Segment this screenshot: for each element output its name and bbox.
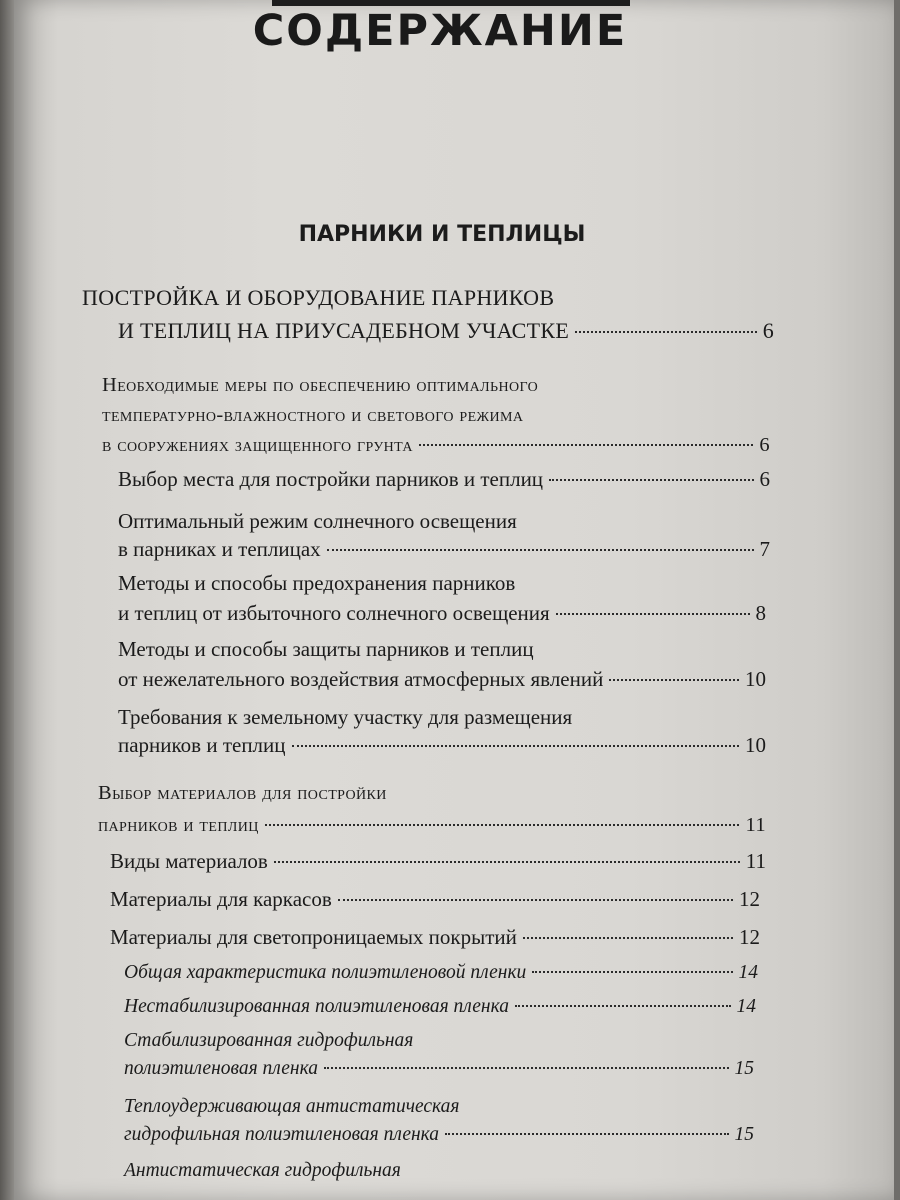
toc-entry: [118, 600, 766, 626]
toc-entry: [124, 1056, 754, 1082]
leader-dots: [532, 971, 732, 973]
toc-entry-text: Антистатическая гидрофильная: [124, 1160, 401, 1181]
toc-page-number: 12: [739, 925, 760, 949]
leader-dots: [549, 479, 753, 481]
toc-page-number: 10: [745, 667, 766, 691]
section-heading: ПАРНИКИ И ТЕПЛИЦЫ: [298, 222, 586, 247]
toc-entry: [124, 1122, 754, 1148]
leader-dots: [609, 679, 739, 681]
toc-entry-text: ПОСТРОЙКА И ОБОРУДОВАНИЕ ПАРНИКОВ: [82, 285, 555, 310]
toc-page-number: 8: [755, 601, 766, 625]
leader-dots: [556, 613, 750, 615]
toc-entry-text: температурно-влажностного и светового режима: [102, 404, 524, 426]
page-title: СОДЕРЖАНИЕ: [252, 6, 628, 56]
toc-entry: [118, 732, 766, 758]
leader-dots: [445, 1133, 728, 1135]
book-page: [14, 0, 894, 1200]
toc-entry: [118, 318, 774, 344]
toc-entry-text: полиэтиленовая пленка: [124, 1058, 318, 1079]
leader-dots: [515, 1005, 731, 1007]
toc-entry-text: Виды материалов: [110, 849, 268, 873]
toc-entry: [102, 432, 770, 458]
toc-page-number: 7: [759, 537, 770, 561]
leader-dots: [292, 745, 739, 747]
toc-page-number: 6: [759, 467, 770, 491]
toc-entry-text: Методы и способы защиты парников и теплиц: [118, 637, 534, 661]
toc-entry-text: Стабилизированная гидрофильная: [124, 1030, 414, 1051]
toc-entry-text: в парниках и теплицах: [118, 537, 321, 561]
toc-entry: [110, 924, 760, 950]
toc-entry-text: Требования к земельному участку для размещения: [118, 705, 573, 729]
toc-entry-text: парников и теплиц: [98, 814, 259, 836]
toc-entry: [124, 960, 758, 986]
toc-entry: [118, 466, 770, 492]
toc-entry-text: Методы и способы предохранения парников: [118, 571, 516, 595]
toc-entry-text: Оптимальный режим солнечного освещения: [118, 509, 517, 533]
toc-entry-text: гидрофильная полиэтиленовая пленка: [124, 1124, 440, 1145]
toc-entry: [110, 848, 766, 874]
toc-page-number: 12: [739, 887, 760, 911]
toc-entry: [98, 812, 766, 838]
toc-page-number: 14: [738, 962, 758, 983]
book-spine-shadow: [0, 0, 14, 1200]
toc-entry-text: парников и теплиц: [118, 733, 286, 757]
toc-entry: [124, 994, 756, 1020]
toc-page-number: 11: [745, 849, 766, 873]
toc-entry-text: от нежелательного воздействия атмосферных явлений: [118, 667, 604, 691]
leader-dots: [274, 861, 740, 863]
leader-dots: [419, 444, 753, 446]
toc-page-number: 14: [736, 996, 756, 1017]
toc-entry-text: Выбор места для постройки парников и теплиц: [118, 467, 544, 491]
toc-entry-text: Необходимые меры по обеспечению оптимального: [102, 374, 539, 396]
toc-entry: [110, 886, 760, 912]
toc-entry-text: Материалы для светопроницаемых покрытий: [110, 925, 517, 949]
toc-entry-text: Общая характеристика полиэтиленовой пленки: [124, 962, 527, 983]
toc-page-number: 6: [759, 434, 770, 456]
toc-entry-text: Теплоудерживающая антистатическая: [124, 1096, 460, 1117]
toc-entry-text: в сооружениях защищенного грунта: [102, 434, 413, 456]
leader-dots: [575, 331, 757, 333]
leader-dots: [324, 1067, 729, 1069]
leader-dots: [338, 899, 733, 901]
toc-page-number: 15: [734, 1058, 754, 1079]
toc-entry-text: и теплиц от избыточного солнечного освещения: [118, 601, 550, 625]
leader-dots: [327, 549, 754, 551]
leader-dots: [523, 937, 733, 939]
toc-entry-text: Выбор материалов для постройки: [98, 782, 387, 804]
toc-page-number: 11: [745, 814, 766, 836]
toc-page-number: 6: [762, 318, 774, 343]
toc-entry-text: Материалы для каркасов: [110, 887, 332, 911]
toc-entry-text: И ТЕПЛИЦ НА ПРИУСАДЕБНОМ УЧАСТКЕ: [118, 318, 570, 343]
toc-entry: [118, 666, 766, 692]
toc-page-number: 10: [745, 733, 766, 757]
toc-entry-text: Нестабилизированная полиэтиленовая пленка: [124, 996, 509, 1017]
leader-dots: [265, 824, 740, 826]
toc-entry: [118, 536, 770, 562]
toc-page-number: 15: [734, 1124, 754, 1145]
